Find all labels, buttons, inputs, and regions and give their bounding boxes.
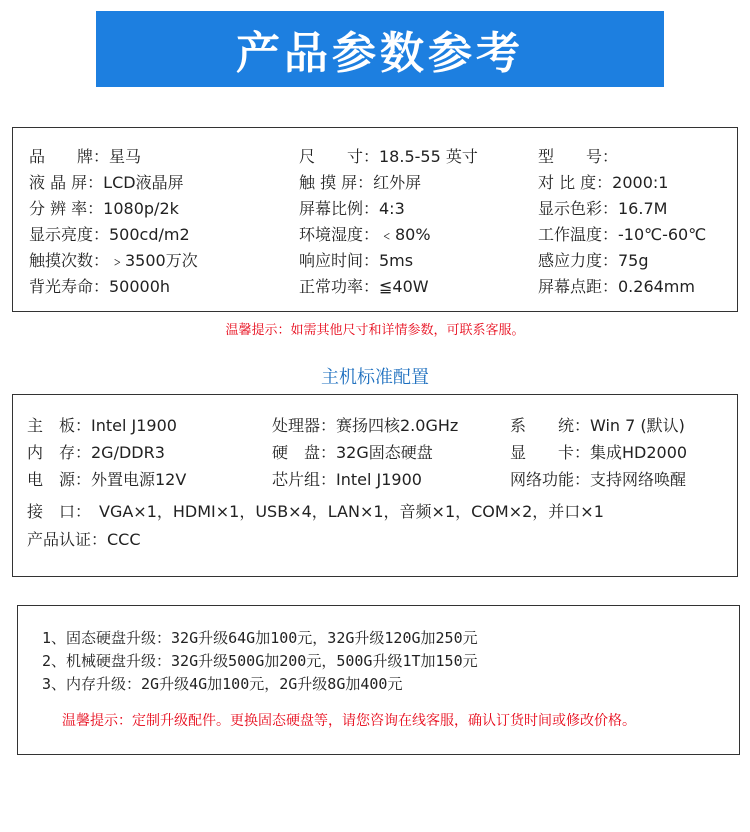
host-section-title: 主机标准配置: [321, 367, 429, 388]
host-interfaces: 接 口： VGA×1，HDMI×1，USB×4，LAN×1，音频×1，COM×2，并口×1: [27, 502, 604, 521]
upgrade-note: 温馨提示：定制升级配件。更换固态硬盘等，请您咨询在线客服，确认订货时间或修改价格。: [62, 713, 636, 729]
spec-humidity: 环境湿度：﹤80%: [299, 224, 431, 244]
host-board: 主 板：Intel J1900: [27, 416, 177, 435]
spec-size: 尺 寸：18.5-55 英寸: [299, 146, 478, 166]
spec-temperature: 工作温度：-10℃-60℃: [538, 224, 707, 244]
spec-table: [12, 127, 738, 312]
upgrade-table: [17, 605, 740, 755]
host-psu: 电 源：外置电源12V: [27, 470, 187, 489]
spec-power: 正常功率：≦40W: [299, 276, 429, 296]
upgrade-item-ssd: 1、固态硬盘升级：32G升级64G加100元，32G升级120G加250元: [42, 629, 478, 647]
spec-colors: 显示色彩：16.7M: [538, 198, 668, 218]
host-certification: 产品认证：CCC: [27, 530, 141, 549]
host-row: [27, 411, 740, 438]
spec-response: 响应时间：5ms: [299, 250, 414, 270]
spec-brand: 品 牌：星马: [29, 146, 142, 166]
spec-contrast: 对 比 度：2000:1: [538, 172, 669, 192]
spec-touch-count: 触摸次数：﹥3500万次: [29, 250, 198, 270]
host-row: [27, 465, 740, 492]
page-title-banner: [96, 11, 664, 87]
spec-backlight: 背光寿命：50000h: [29, 276, 171, 296]
page-title: 产品参数参考: [236, 28, 524, 79]
spec-row: [29, 142, 738, 168]
spec-ratio: 屏幕比例：4:3: [299, 198, 405, 218]
host-row: [27, 438, 740, 465]
spec-grid: [29, 142, 738, 298]
upgrade-item-memory: 3、内存升级：2G升级4G加100元，2G升级8G加400元: [42, 675, 403, 693]
host-disk: 硬 盘：32G固态硬盘: [272, 443, 433, 462]
spec-row: [29, 246, 738, 272]
spec-row: [29, 168, 738, 194]
host-config-table: [12, 394, 738, 577]
spec-lcd: 液 晶 屏：LCD液晶屏: [29, 172, 184, 192]
spec-pitch: 屏幕点距：0.264mm: [538, 276, 695, 296]
host-chipset: 芯片组：Intel J1900: [272, 470, 422, 489]
host-network: 网络功能：支持网络唤醒: [510, 470, 687, 489]
spec-row: [29, 194, 738, 220]
spec-touch: 触 摸 屏：红外屏: [299, 172, 422, 192]
host-gpu: 显 卡：集成HD2000: [510, 443, 688, 462]
host-cpu: 处理器：赛扬四核2.0GHz: [272, 416, 459, 435]
host-os: 系 统：Win 7 (默认): [510, 416, 685, 435]
spec-row: [29, 272, 738, 298]
host-memory: 内 存：2G/DDR3: [27, 443, 165, 462]
spec-note: 温馨提示：如需其他尺寸和详情参数，可联系客服。: [225, 323, 525, 338]
spec-force: 感应力度：75g: [538, 250, 649, 270]
upgrade-list: [42, 626, 478, 695]
upgrade-item-hdd: 2、机械硬盘升级：32G升级500G加200元，500G升级1T加150元: [42, 652, 478, 670]
spec-row: [29, 220, 738, 246]
host-grid: [27, 411, 740, 492]
spec-resolution: 分 辨 率：1080p/2k: [29, 198, 179, 218]
spec-model: 型 号：: [538, 146, 619, 166]
spec-brightness: 显示亮度：500cd/m2: [29, 224, 190, 244]
